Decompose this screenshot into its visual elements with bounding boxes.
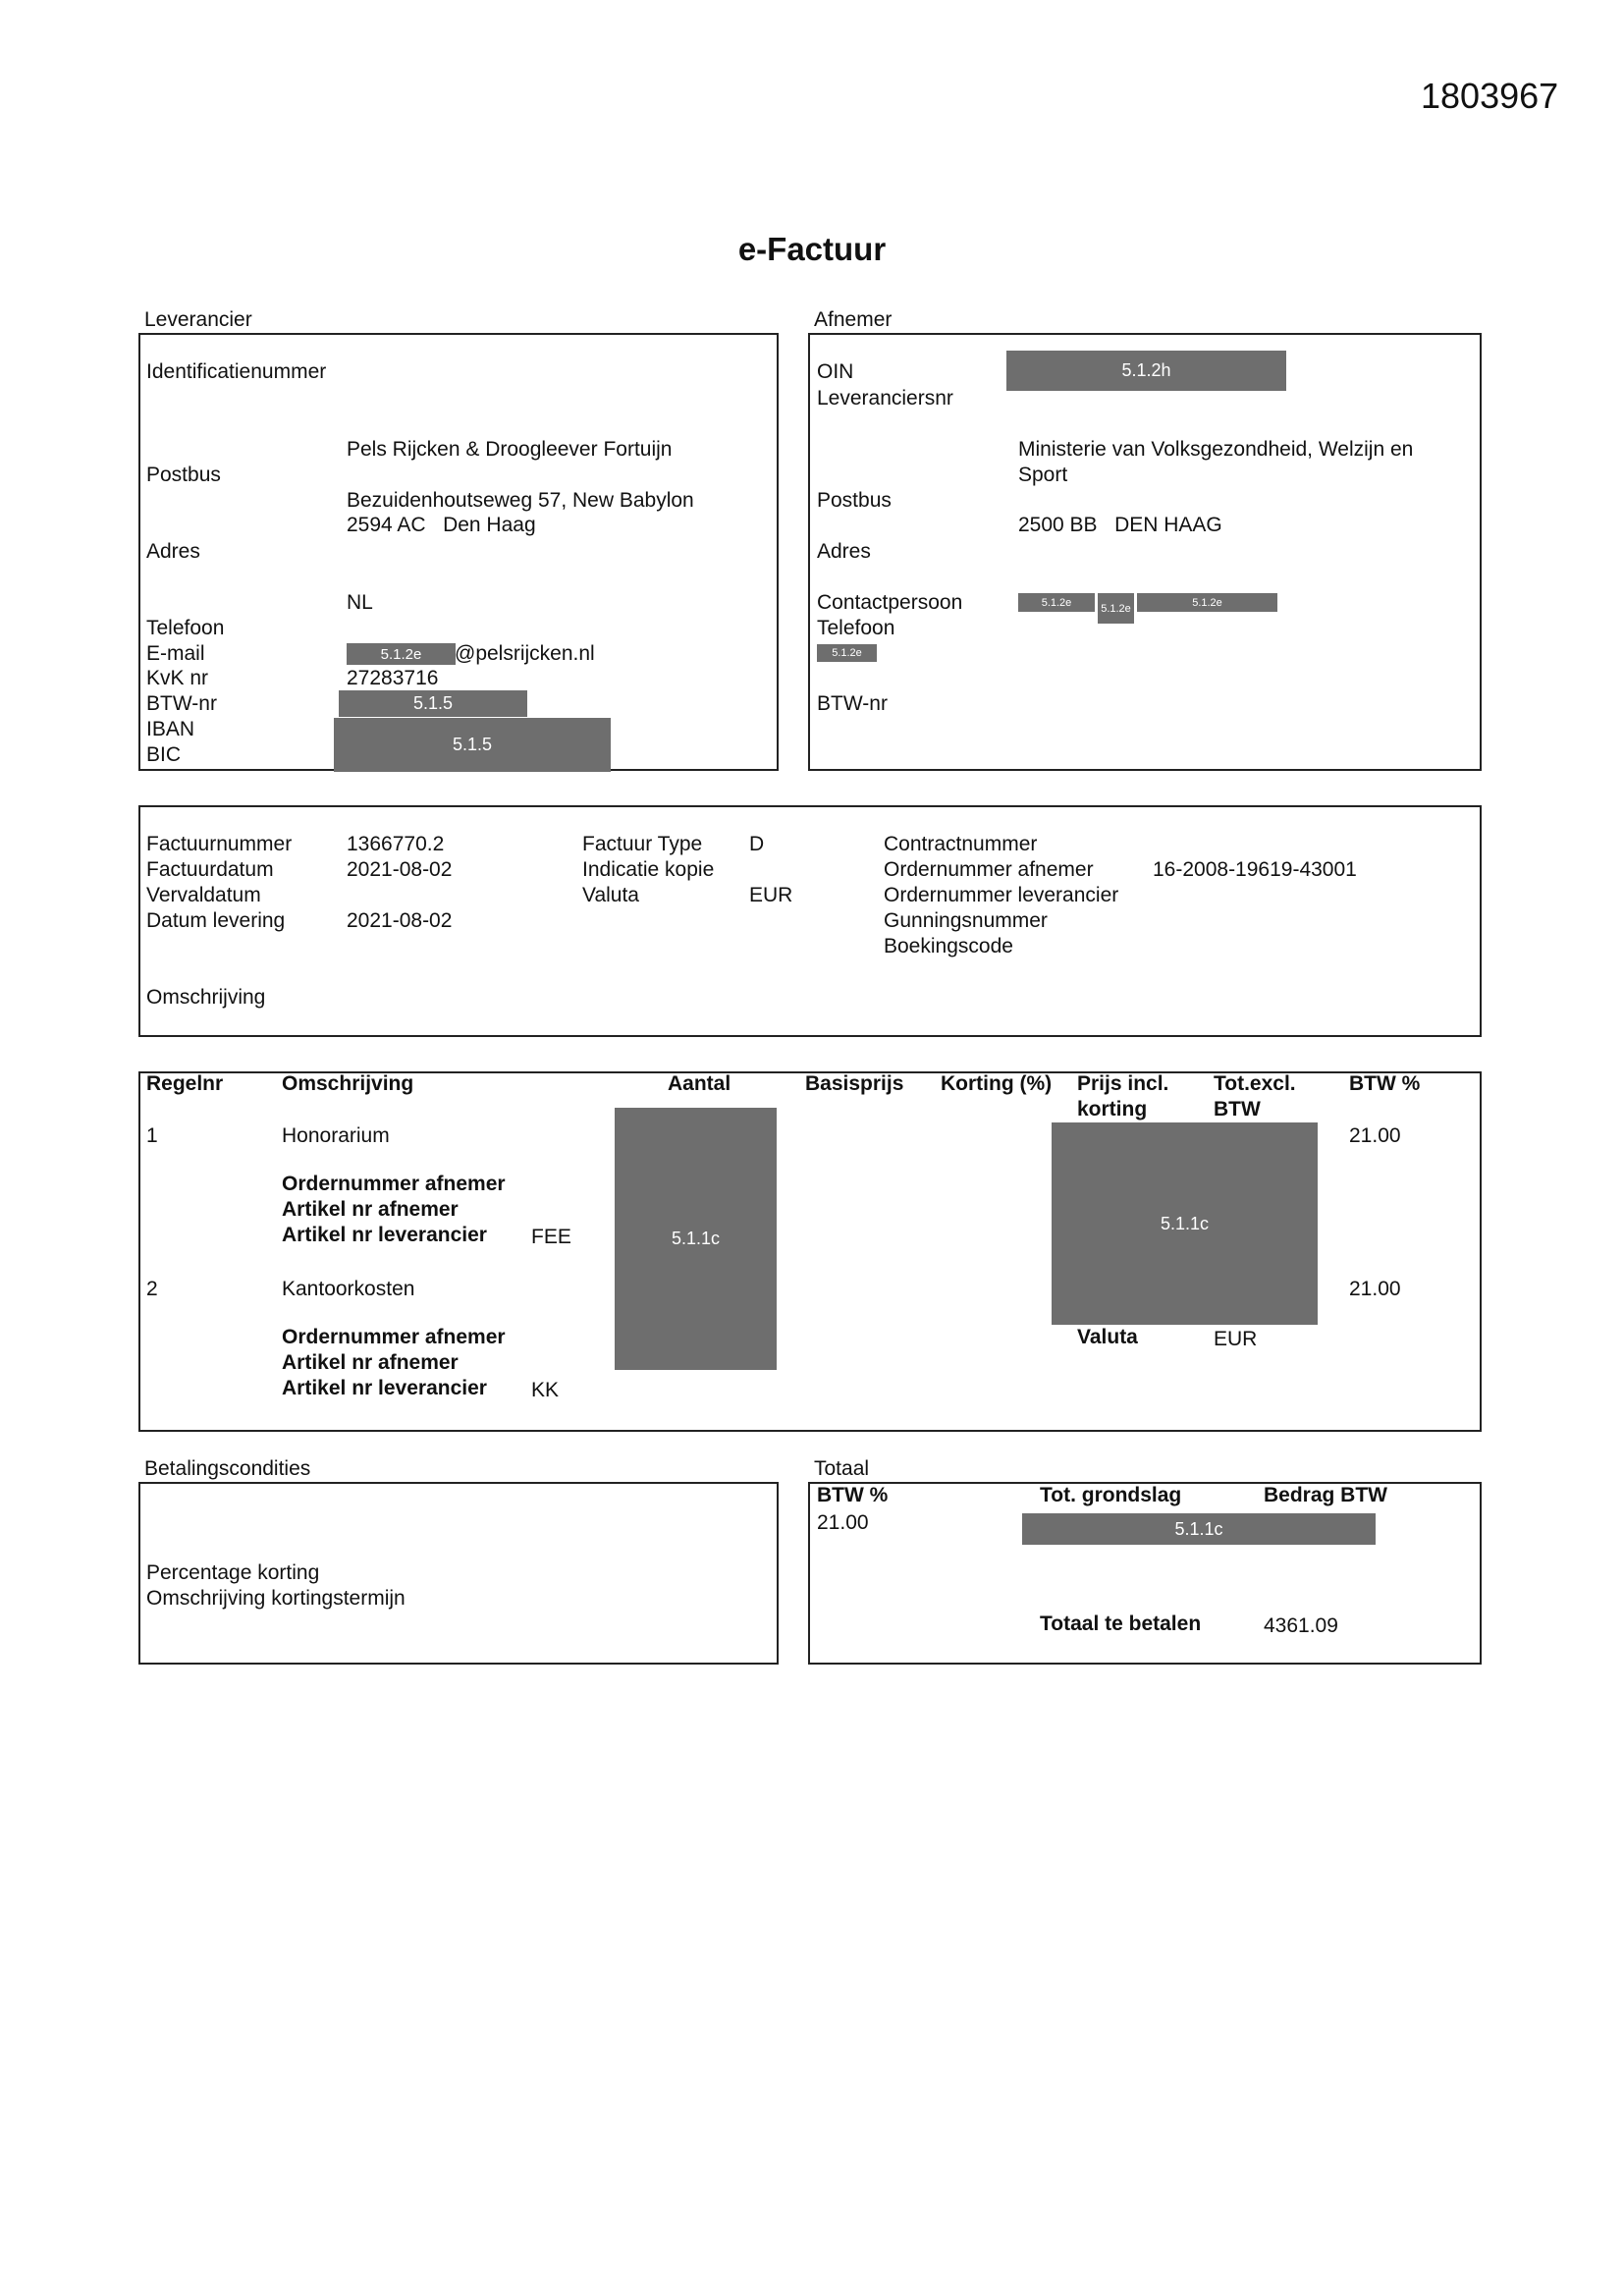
supplier-email-redaction: 5.1.2e <box>347 643 456 665</box>
customer-btw-label: BTW-nr <box>817 692 888 715</box>
lines-valuta-label: Valuta <box>1077 1326 1138 1348</box>
supplier-telefoon-label: Telefoon <box>146 617 225 639</box>
gunningsnummer-label: Gunningsnummer <box>884 909 1048 932</box>
factuur-type-value: D <box>749 833 765 855</box>
payment-section-label: Betalingscondities <box>144 1457 311 1480</box>
line-2-artikel-leverancier-value: KK <box>531 1379 560 1401</box>
line-1-ordernummer-afnemer-label: Ordernummer afnemer <box>282 1173 506 1195</box>
header-omschrijving: Omschrijving <box>282 1072 414 1095</box>
supplier-bic-label: BIC <box>146 743 182 766</box>
supplier-country: NL <box>347 591 373 614</box>
line-2-btw: 21.00 <box>1349 1278 1401 1300</box>
header-prijs-line1: Prijs incl. <box>1077 1072 1169 1095</box>
line-1-btw: 21.00 <box>1349 1124 1401 1147</box>
header-prijs-line2: korting <box>1077 1098 1148 1121</box>
customer-contactpersoon-label: Contactpersoon <box>817 591 963 614</box>
invoice-details-box <box>138 805 1482 1037</box>
supplier-adres-label: Adres <box>146 540 200 563</box>
factuurdatum-label: Factuurdatum <box>146 858 274 881</box>
line-2-ordernummer-afnemer-label: Ordernummer afnemer <box>282 1326 506 1348</box>
supplier-kvk-value: 27283716 <box>347 667 439 689</box>
ordernummer-afnemer-value: 16-2008-19619-43001 <box>1153 858 1357 881</box>
line-1-artikel-leverancier-value: FEE <box>531 1226 571 1248</box>
datum-levering-label: Datum levering <box>146 909 286 932</box>
supplier-iban-label: IBAN <box>146 718 195 740</box>
factuurdatum-value: 2021-08-02 <box>347 858 453 881</box>
datum-levering-value: 2021-08-02 <box>347 909 453 932</box>
contractnummer-label: Contractnummer <box>884 833 1038 855</box>
total-section-label: Totaal <box>814 1457 870 1480</box>
supplier-email-label: E-mail <box>146 642 205 665</box>
supplier-name: Pels Rijcken & Droogleever Fortuijn <box>347 438 673 461</box>
header-korting: Korting (%) <box>941 1072 1053 1095</box>
supplier-id-label: Identificatienummer <box>146 360 327 383</box>
customer-contact-redaction-3: 5.1.2e <box>1137 593 1277 612</box>
document-number: 1803967 <box>1421 76 1559 116</box>
vervaldatum-label: Vervaldatum <box>146 884 261 906</box>
page-title: e-Factuur <box>737 231 887 267</box>
header-basisprijs: Basisprijs <box>805 1072 904 1095</box>
total-btw-pct-value: 21.00 <box>817 1511 869 1534</box>
customer-adres-label: Adres <box>817 540 871 563</box>
customer-telefoon-label: Telefoon <box>817 617 895 639</box>
line-1-artikel-afnemer-label: Artikel nr afnemer <box>282 1198 459 1221</box>
supplier-email-domain: @pelsrijcken.nl <box>455 642 595 665</box>
customer-name-line1: Ministerie van Volksgezondheid, Welzijn en <box>1018 438 1414 461</box>
factuurnummer-label: Factuurnummer <box>146 833 293 855</box>
line-2-description: Kantoorkosten <box>282 1278 415 1300</box>
valuta-value: EUR <box>749 884 793 906</box>
line-1-artikel-leverancier-label: Artikel nr leverancier <box>282 1224 487 1246</box>
factuur-type-label: Factuur Type <box>582 833 703 855</box>
line-2-artikel-afnemer-label: Artikel nr afnemer <box>282 1351 459 1374</box>
total-grondslag-label: Tot. grondslag <box>1040 1484 1182 1506</box>
header-aantal: Aantal <box>668 1072 731 1095</box>
header-btw-pct: BTW % <box>1349 1072 1421 1095</box>
total-btw-pct-label: BTW % <box>817 1484 889 1506</box>
price-redaction: 5.1.1c <box>1052 1122 1318 1325</box>
customer-postbus-label: Postbus <box>817 489 892 512</box>
line-1-nr: 1 <box>146 1124 158 1147</box>
total-grondslag-redaction: 5.1.1c <box>1022 1513 1376 1545</box>
header-totexcl-line1: Tot.excl. <box>1214 1072 1296 1095</box>
aantal-redaction: 5.1.1c <box>615 1108 777 1370</box>
omschrijving-label: Omschrijving <box>146 986 266 1009</box>
supplier-postbus-label: Postbus <box>146 464 221 486</box>
header-regelnr: Regelnr <box>146 1072 224 1095</box>
customer-leveranciersnr-label: Leveranciersnr <box>817 387 953 410</box>
percentage-korting-label: Percentage korting <box>146 1561 320 1584</box>
customer-oin-label: OIN <box>817 360 854 383</box>
omschrijving-kortingstermijn-label: Omschrijving kortingstermijn <box>146 1587 406 1610</box>
customer-oin-redaction: 5.1.2h <box>1006 351 1286 391</box>
supplier-btw-label: BTW-nr <box>146 692 217 715</box>
supplier-iban-redaction: 5.1.5 <box>334 718 611 772</box>
indicatie-kopie-label: Indicatie kopie <box>582 858 715 881</box>
line-2-nr: 2 <box>146 1278 158 1300</box>
factuurnummer-value: 1366770.2 <box>347 833 445 855</box>
totaal-te-betalen-label: Totaal te betalen <box>1040 1613 1202 1635</box>
customer-phone-redaction: 5.1.2e <box>817 644 877 662</box>
supplier-street: Bezuidenhoutseweg 57, New Babylon <box>347 489 694 512</box>
supplier-kvk-label: KvK nr <box>146 667 209 689</box>
supplier-section-label: Leverancier <box>144 308 252 331</box>
ordernummer-afnemer-label: Ordernummer afnemer <box>884 858 1094 881</box>
totaal-te-betalen-value: 4361.09 <box>1264 1614 1338 1637</box>
customer-contact-redaction-2: 5.1.2e <box>1098 593 1134 624</box>
supplier-city: 2594 AC Den Haag <box>347 514 536 536</box>
lines-valuta-value: EUR <box>1214 1328 1258 1350</box>
boekingscode-label: Boekingscode <box>884 935 1013 957</box>
supplier-btw-redaction: 5.1.5 <box>339 690 527 717</box>
line-1-description: Honorarium <box>282 1124 390 1147</box>
line-2-artikel-leverancier-label: Artikel nr leverancier <box>282 1377 487 1399</box>
total-box <box>808 1482 1482 1665</box>
total-bedrag-btw-label: Bedrag BTW <box>1264 1484 1387 1506</box>
customer-postal: 2500 BB DEN HAAG <box>1018 514 1222 536</box>
valuta-label: Valuta <box>582 884 639 906</box>
header-totexcl-line2: BTW <box>1214 1098 1261 1121</box>
customer-section-label: Afnemer <box>814 308 893 331</box>
ordernummer-leverancier-label: Ordernummer leverancier <box>884 884 1119 906</box>
customer-contact-redaction-1: 5.1.2e <box>1018 593 1095 612</box>
customer-name-line2: Sport <box>1018 464 1068 486</box>
